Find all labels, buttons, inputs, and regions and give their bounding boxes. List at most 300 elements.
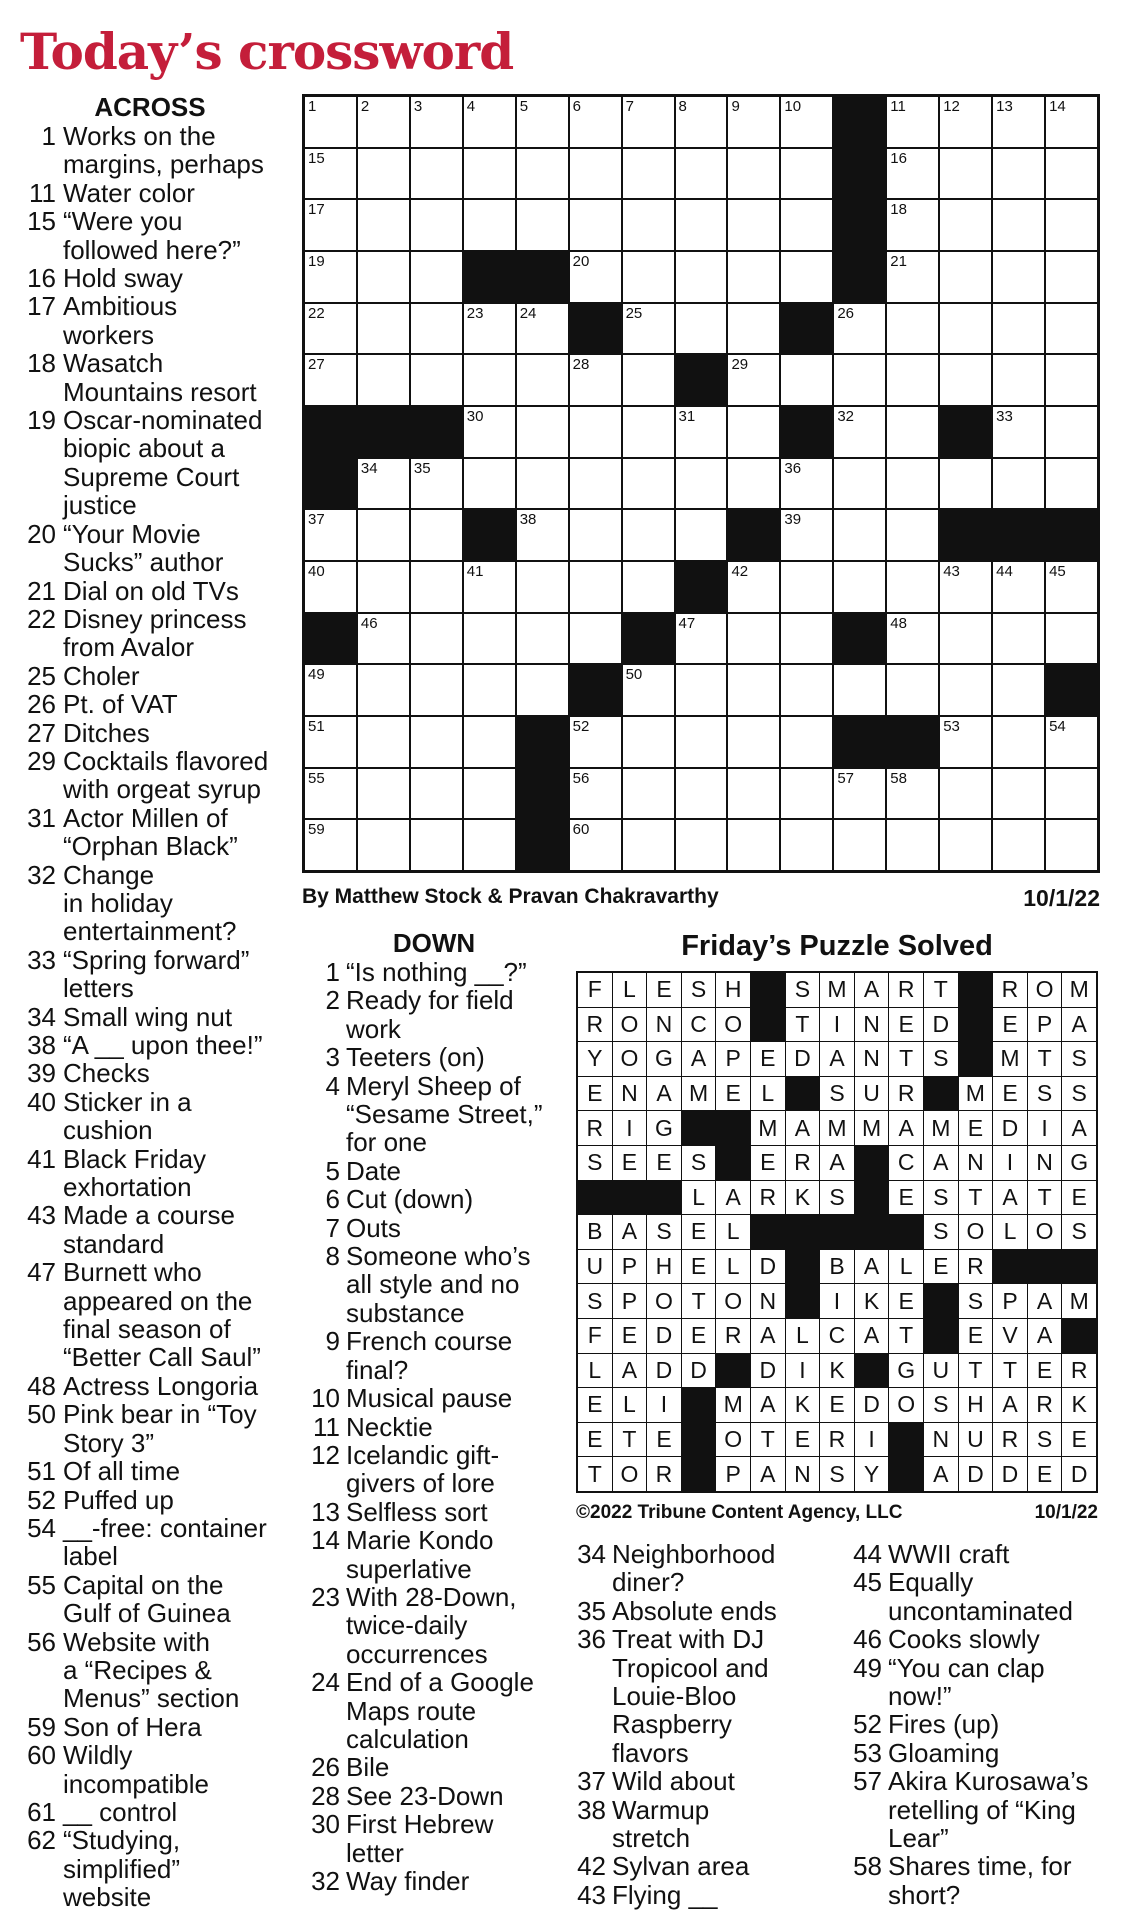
grid-cell	[570, 510, 621, 560]
solution-block	[786, 1215, 820, 1249]
cell-number: 23	[466, 304, 484, 322]
solution-letter: L	[751, 1077, 785, 1111]
clue-text	[888, 1739, 1128, 1767]
clue-item	[14, 1514, 286, 1571]
clue-item	[14, 264, 286, 292]
grid-cell	[464, 459, 515, 509]
solution-letter: R	[578, 1111, 612, 1145]
grid-cell	[623, 200, 674, 250]
clue-line: “You can clap	[888, 1652, 1045, 1683]
grid-cell	[464, 820, 515, 870]
grid-block	[676, 562, 727, 612]
grid-cell	[411, 769, 462, 819]
solution-letter: S	[1028, 1077, 1062, 1111]
clue-item	[296, 986, 562, 1043]
clue-line: Sucks” author	[63, 547, 224, 578]
grid-block	[834, 200, 885, 250]
grid-cell	[305, 820, 356, 870]
byline: By Matthew Stock & Pravan Chakravarthy	[302, 885, 719, 908]
clue-line: all style and no	[346, 1269, 520, 1300]
solution-letter: S	[786, 973, 820, 1007]
grid-cell	[517, 614, 568, 664]
solution-letter: S	[924, 1181, 958, 1215]
clue-text	[346, 1327, 562, 1384]
clue-line: Works on the	[63, 121, 216, 151]
clue-item	[14, 1571, 286, 1628]
clue-text	[63, 1741, 286, 1798]
clue-item	[14, 1713, 286, 1741]
solution-block	[1062, 1319, 1096, 1353]
cell-number: 4	[466, 98, 476, 115]
solution-letter: K	[786, 1181, 820, 1215]
clue-item	[14, 1372, 286, 1400]
clue-number: 55	[27, 1569, 56, 1600]
solution-letter: B	[820, 1250, 854, 1284]
clue-line: End of a Google	[346, 1667, 534, 1698]
grid-cell	[464, 304, 515, 354]
solution-letter: Y	[578, 1042, 612, 1076]
grid-cell	[676, 407, 727, 457]
grid-cell	[781, 820, 832, 870]
solution-letter: L	[682, 1181, 716, 1215]
grid-cell	[728, 820, 779, 870]
clue-item	[14, 1088, 286, 1145]
down-clue-list	[846, 1540, 1128, 1909]
clue-text	[63, 264, 286, 292]
clue-number: 11	[29, 177, 56, 208]
grid-cell	[728, 665, 779, 715]
grid-cell	[728, 459, 779, 509]
grid-cell	[1046, 459, 1097, 509]
solution-letter: S	[1028, 1423, 1062, 1457]
clue-line: givers of lore	[346, 1468, 495, 1499]
grid-cell	[887, 820, 938, 870]
clue-text	[63, 406, 286, 520]
solution-letter: A	[924, 1146, 958, 1180]
grid-block	[834, 717, 885, 767]
clue-line: Burnett who	[63, 1257, 202, 1288]
clue-line: now!”	[888, 1681, 952, 1712]
clue-number: 1	[41, 121, 56, 151]
clue-number: 25	[27, 660, 56, 691]
cell-number: 17	[308, 201, 325, 219]
clue-text	[612, 1540, 842, 1597]
cell-number: 55	[308, 769, 325, 787]
clue-line: Ditches	[63, 717, 150, 748]
solution-block	[924, 1077, 958, 1111]
solution-letter: S	[682, 973, 716, 1007]
clue-text	[63, 349, 286, 406]
grid-cell	[781, 510, 832, 560]
grid-cell	[1046, 149, 1097, 199]
grid-cell	[358, 304, 409, 354]
crossword-grid	[302, 94, 1100, 873]
grid-cell	[728, 355, 779, 405]
solution-block	[786, 1250, 820, 1284]
solution-letter: D	[647, 1354, 681, 1388]
grid-cell	[993, 769, 1044, 819]
solution-letter: S	[1062, 1042, 1096, 1076]
grid-cell	[676, 820, 727, 870]
clue-line: Pink bear in “Toy	[63, 1399, 257, 1430]
grid-cell	[517, 665, 568, 715]
cell-number: 45	[1049, 563, 1066, 580]
clue-line: Actor Millen of	[63, 802, 228, 833]
grid-cell	[781, 459, 832, 509]
clue-number: 35	[577, 1595, 606, 1626]
clue-line: uncontaminated	[888, 1595, 1074, 1626]
clue-line: final season of	[63, 1314, 231, 1345]
page-title: Today’s crossword	[20, 22, 514, 81]
clue-number: 26	[27, 689, 56, 720]
solution-letter: O	[1028, 1215, 1062, 1249]
clue-line: Hold sway	[63, 263, 183, 294]
solution-date: 10/1/22	[1034, 1502, 1098, 1523]
grid-cell	[993, 304, 1044, 354]
clue-text	[612, 1597, 842, 1625]
clue-number: 45	[853, 1567, 882, 1598]
solution-letter: T	[578, 1457, 612, 1491]
clue-item	[14, 207, 286, 264]
solution-letter: M	[751, 1111, 785, 1145]
clue-text	[63, 662, 286, 690]
clue-text	[346, 1157, 562, 1185]
grid-cell	[305, 769, 356, 819]
grid-cell	[940, 820, 991, 870]
grid-cell	[305, 97, 356, 147]
solution-letter: E	[751, 1042, 785, 1076]
clue-text	[63, 1457, 286, 1485]
grid-cell	[358, 614, 409, 664]
clue-number: 39	[27, 1058, 56, 1089]
solution-block	[716, 1146, 750, 1180]
down-heading: DOWN	[392, 928, 476, 958]
clue-text	[63, 207, 286, 264]
solution-letter: S	[578, 1146, 612, 1180]
grid-cell	[834, 459, 885, 509]
clue-line: flavors	[612, 1737, 689, 1768]
solution-letter: L	[993, 1215, 1027, 1249]
clue-text	[63, 1372, 286, 1400]
solution-block	[786, 1077, 820, 1111]
clue-line: “Were you	[63, 206, 183, 237]
clue-item	[14, 1486, 286, 1514]
solution-letter: N	[855, 1042, 889, 1076]
clue-number: 48	[27, 1370, 56, 1401]
solution-letter: A	[647, 1077, 681, 1111]
clue-item	[570, 1881, 842, 1909]
clue-line: __ control	[63, 1796, 178, 1827]
grid-block	[834, 252, 885, 302]
solution-letter: M	[1062, 1284, 1096, 1318]
clue-item	[570, 1796, 842, 1853]
grid-cell	[887, 252, 938, 302]
cell-number: 33	[996, 408, 1013, 425]
grid-cell	[887, 562, 938, 612]
solution-letter: B	[578, 1215, 612, 1249]
solution-letter: G	[647, 1111, 681, 1145]
solution-block	[613, 1181, 647, 1215]
solution-letter: E	[1062, 1423, 1096, 1457]
grid-cell	[464, 200, 515, 250]
clue-item	[570, 1852, 842, 1880]
clue-line: “Your Movie	[63, 518, 201, 549]
clue-item	[14, 520, 286, 577]
clue-item	[14, 1258, 286, 1372]
solution-block	[924, 1319, 958, 1353]
clue-text	[888, 1852, 1128, 1909]
grid-cell	[623, 665, 674, 715]
grid-cell	[517, 149, 568, 199]
clue-text	[888, 1654, 1128, 1711]
solution-block	[751, 1008, 785, 1042]
grid-cell	[834, 355, 885, 405]
solution-letter: I	[1028, 1111, 1062, 1145]
solution-letter: H	[959, 1388, 993, 1422]
grid-cell	[411, 459, 462, 509]
grid-cell	[517, 459, 568, 509]
grid-cell	[781, 614, 832, 664]
grid-cell	[464, 614, 515, 664]
solution-letter: D	[647, 1319, 681, 1353]
grid-cell	[358, 459, 409, 509]
clue-text	[346, 1668, 562, 1753]
solution-letter: E	[820, 1388, 854, 1422]
grid-block	[464, 510, 515, 560]
grid-block	[940, 407, 991, 457]
grid-cell	[993, 665, 1044, 715]
solution-letter: O	[613, 1457, 647, 1491]
clue-number: 24	[311, 1667, 340, 1698]
cell-number: 27	[308, 356, 325, 374]
grid-cell	[1046, 355, 1097, 405]
clue-text	[63, 804, 286, 861]
grid-cell	[834, 665, 885, 715]
clue-number: 2	[325, 985, 340, 1016]
solution-letter: P	[1028, 1008, 1062, 1042]
clue-line: Raspberry	[612, 1709, 732, 1740]
clue-number: 41	[27, 1143, 56, 1174]
solution-letter: A	[751, 1388, 785, 1422]
solution-letter: E	[1062, 1181, 1096, 1215]
clue-line: Lear”	[888, 1823, 949, 1854]
solution-letter: I	[820, 1008, 854, 1042]
grid-cell	[517, 200, 568, 250]
solution-letter: S	[1062, 1077, 1096, 1111]
clue-line: short?	[888, 1879, 961, 1910]
grid-cell	[1046, 252, 1097, 302]
cell-number: 41	[466, 563, 484, 580]
grid-cell	[623, 407, 674, 457]
clue-number: 51	[27, 1456, 56, 1487]
grid-cell	[728, 717, 779, 767]
clue-text	[612, 1625, 842, 1767]
cell-number: 60	[572, 821, 590, 839]
solution-letter: P	[716, 1457, 750, 1491]
cell-number: 6	[572, 98, 581, 115]
clue-line: appeared on the	[63, 1285, 253, 1316]
clue-text	[63, 1713, 286, 1741]
clue-item	[296, 1753, 562, 1781]
grid-block	[834, 149, 885, 199]
solution-letter: S	[924, 1215, 958, 1249]
cell-number: 8	[678, 98, 687, 115]
clue-number: 50	[27, 1399, 56, 1430]
grid-cell	[676, 149, 727, 199]
cell-number: 20	[572, 253, 590, 270]
cell-number: 50	[625, 666, 643, 684]
grid-cell	[993, 149, 1044, 199]
grid-cell	[887, 614, 938, 664]
grid-cell	[305, 252, 356, 302]
clue-text	[63, 1088, 286, 1145]
grid-cell	[676, 717, 727, 767]
clue-item	[14, 1031, 286, 1059]
clue-item	[296, 1583, 562, 1668]
clue-item	[296, 1668, 562, 1753]
grid-cell	[623, 820, 674, 870]
clue-text	[63, 690, 286, 718]
down-clues	[296, 928, 562, 1895]
solution-block	[716, 1354, 750, 1388]
clue-item	[846, 1568, 1128, 1625]
clue-number: 58	[853, 1851, 882, 1882]
clue-line: final?	[346, 1354, 409, 1385]
clue-number: 30	[311, 1809, 340, 1840]
clue-number: 16	[27, 263, 56, 294]
solution-letter: E	[647, 1146, 681, 1180]
solution-letter: A	[786, 1111, 820, 1145]
clue-line: “A __ upon thee!”	[63, 1030, 263, 1060]
solution-letter: E	[751, 1146, 785, 1180]
solution-letter: D	[959, 1457, 993, 1491]
clue-number: 59	[27, 1711, 56, 1742]
grid-block	[940, 510, 991, 560]
cell-number: 18	[890, 201, 907, 219]
solution-letter: K	[786, 1388, 820, 1422]
solution-letter: G	[1062, 1146, 1096, 1180]
grid-cell	[517, 562, 568, 612]
clue-item	[570, 1540, 842, 1597]
clue-number: 61	[27, 1796, 56, 1827]
clue-text	[63, 1826, 286, 1911]
solution-letter: N	[647, 1008, 681, 1042]
clue-item	[296, 1810, 562, 1867]
clue-number: 52	[853, 1709, 882, 1740]
clue-number: 43	[577, 1879, 606, 1910]
grid-cell	[570, 252, 621, 302]
clue-number: 38	[577, 1794, 606, 1825]
clue-line: Sylvan area	[612, 1851, 750, 1882]
clue-line: for one	[346, 1127, 427, 1158]
grid-cell	[781, 562, 832, 612]
solution-block	[959, 973, 993, 1007]
solution-letter: L	[613, 973, 647, 1007]
cell-number: 37	[308, 511, 325, 529]
solution-block	[959, 1042, 993, 1076]
clue-line: Son of Hera	[63, 1711, 202, 1742]
clue-text	[63, 1258, 286, 1372]
clue-item	[846, 1540, 1128, 1568]
grid-cell	[358, 200, 409, 250]
cell-number: 22	[308, 304, 325, 322]
grid-cell	[305, 304, 356, 354]
clue-number: 11	[313, 1411, 340, 1442]
grid-block	[676, 355, 727, 405]
solution-letter: O	[613, 1008, 647, 1042]
cell-number: 44	[996, 563, 1013, 580]
solution-letter: K	[820, 1354, 854, 1388]
grid-cell	[728, 97, 779, 147]
cell-number: 53	[943, 718, 960, 735]
clue-item	[14, 747, 286, 804]
clue-line: Actress Longoria	[63, 1370, 259, 1401]
clue-line: Treat with DJ	[612, 1624, 765, 1655]
clue-text	[63, 1059, 286, 1087]
clue-item	[846, 1710, 1128, 1738]
cell-number: 7	[625, 98, 634, 115]
clue-line: Menus” section	[63, 1683, 240, 1714]
grid-cell	[887, 97, 938, 147]
clue-item	[296, 1327, 562, 1384]
cell-number: 59	[308, 821, 325, 839]
clue-text	[346, 1498, 562, 1526]
solution-letter: U	[959, 1423, 993, 1457]
clue-number: 49	[853, 1652, 882, 1683]
clue-line: diner?	[612, 1567, 685, 1598]
grid-cell	[887, 769, 938, 819]
clue-line: Puffed up	[63, 1484, 174, 1515]
clue-line: label	[63, 1541, 118, 1572]
clue-text	[63, 1486, 286, 1514]
clue-number: 57	[853, 1766, 882, 1797]
clue-number: 60	[27, 1740, 56, 1771]
grid-block	[993, 510, 1044, 560]
solution-block	[751, 1215, 785, 1249]
solution-letter: F	[578, 973, 612, 1007]
clue-number: 29	[27, 745, 56, 776]
grid-cell	[464, 769, 515, 819]
clue-line: Teeters (on)	[346, 1042, 485, 1073]
grid-cell	[1046, 304, 1097, 354]
solution-letter: O	[613, 1042, 647, 1076]
grid-cell	[517, 355, 568, 405]
grid-cell	[781, 200, 832, 250]
solution-block	[889, 1423, 923, 1457]
solution-letter: I	[855, 1423, 889, 1457]
clue-number: 37	[577, 1766, 606, 1797]
clue-line: Disney princess	[63, 603, 247, 634]
grid-cell	[305, 717, 356, 767]
cell-number: 31	[678, 408, 696, 425]
clue-item	[14, 292, 286, 349]
cell-number: 5	[519, 98, 529, 115]
clue-number: 31	[27, 802, 56, 833]
solution-letter: D	[751, 1354, 785, 1388]
clue-number: 20	[27, 518, 56, 549]
solution-block	[889, 1457, 923, 1491]
solution-letter: D	[993, 1457, 1027, 1491]
clue-number: 1	[325, 957, 340, 987]
grid-block	[517, 820, 568, 870]
solution-block	[855, 1181, 889, 1215]
solution-letter: A	[855, 1250, 889, 1284]
clue-item	[296, 1384, 562, 1412]
grid-cell	[623, 510, 674, 560]
grid-cell	[940, 769, 991, 819]
solution-letter: K	[1062, 1388, 1096, 1422]
clue-line: With 28-Down,	[346, 1581, 517, 1612]
